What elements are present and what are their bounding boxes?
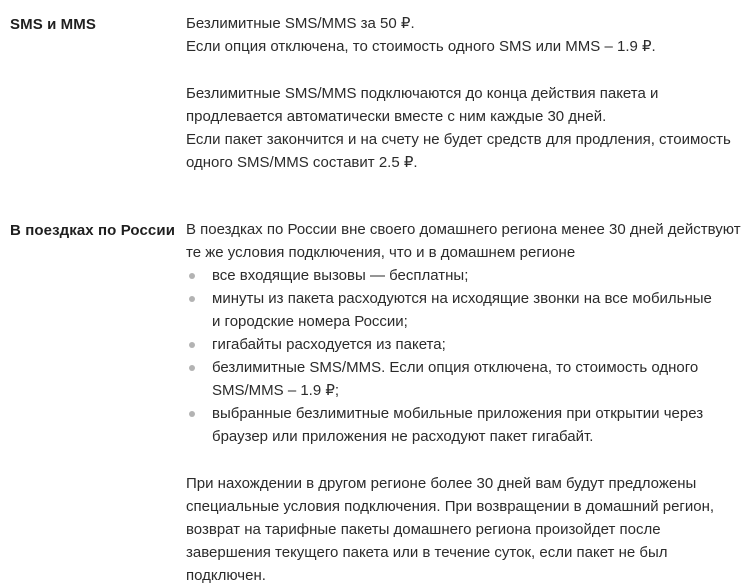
text-line: Безлимитные SMS/MMS за 50 ₽. xyxy=(186,15,415,32)
text-line: завершения текущего пакета или в течение суток, если пакет не был xyxy=(186,544,668,561)
section-content-sms-mms xyxy=(186,12,741,174)
text-line: SMS/MMS – 1.9 ₽; xyxy=(212,382,340,399)
bullet-dot-icon xyxy=(189,273,195,279)
list-item-text xyxy=(212,333,446,356)
text-line: При нахождении в другом регионе более 30 дней вам будут предложены xyxy=(186,475,697,492)
text-line: возврат на тарифные пакеты домашнего региона произойдет после xyxy=(186,521,661,538)
bullet-dot-icon xyxy=(189,365,195,371)
list-item xyxy=(186,333,741,356)
text-line: Если опция отключена, то стоимость одного SMS или MMS – 1.9 ₽. xyxy=(186,38,656,55)
text-line: подключен. xyxy=(186,567,266,584)
text-line: гигабайты расходуется из пакета; xyxy=(212,336,446,353)
text-line: продлевается автоматически вместе с ним каждые 30 дней. xyxy=(186,108,607,125)
text-line: безлимитные SMS/MMS. Если опция отключена, то стоимость одного xyxy=(212,359,699,376)
section-content-travel-russia xyxy=(186,218,741,587)
paragraph xyxy=(186,472,741,587)
text-line: браузер или приложения не расходуют пакет гигабайт. xyxy=(212,428,594,445)
text-line: Безлимитные SMS/MMS подключаются до конца действия пакета и xyxy=(186,85,659,102)
list-item-text xyxy=(212,264,468,287)
list-item-text xyxy=(212,402,703,448)
text-line: специальные условия подключения. При возвращении в домашний регион, xyxy=(186,498,715,515)
paragraph xyxy=(186,218,741,264)
list-item-text xyxy=(212,287,712,333)
section-label-travel-russia: В поездках по России xyxy=(10,222,176,239)
section-label-sms-mms: SMS и MMS xyxy=(10,16,96,33)
bullet-list xyxy=(186,264,741,448)
bullet-dot-icon xyxy=(189,411,195,417)
text-line: одного SMS/MMS составит 2.5 ₽. xyxy=(186,154,418,171)
text-line: те же условия подключения, что и в домашнем регионе xyxy=(186,244,576,261)
list-item xyxy=(186,356,741,402)
paragraph xyxy=(186,12,741,58)
text-line: и городские номера России; xyxy=(212,313,408,330)
section-row-sms-mms xyxy=(10,12,741,174)
section-row-travel-russia xyxy=(10,218,741,587)
bullet-dot-icon xyxy=(189,296,195,302)
text-line: минуты из пакета расходуются на исходящие звонки на все мобильные xyxy=(212,290,712,307)
paragraph xyxy=(186,82,741,174)
text-line: все входящие вызовы — бесплатны; xyxy=(212,267,469,284)
list-item xyxy=(186,402,741,448)
text-line: выбранные безлимитные мобильные приложения при открытии через xyxy=(212,405,704,422)
text-line: Если пакет закончится и на счету не будет средств для продления, стоимость xyxy=(186,131,731,148)
list-item xyxy=(186,264,741,287)
list-item xyxy=(186,287,741,333)
text-line: В поездках по России вне своего домашнего региона менее 30 дней действуют xyxy=(186,221,741,238)
list-item-text xyxy=(212,356,698,402)
bullet-dot-icon xyxy=(189,342,195,348)
